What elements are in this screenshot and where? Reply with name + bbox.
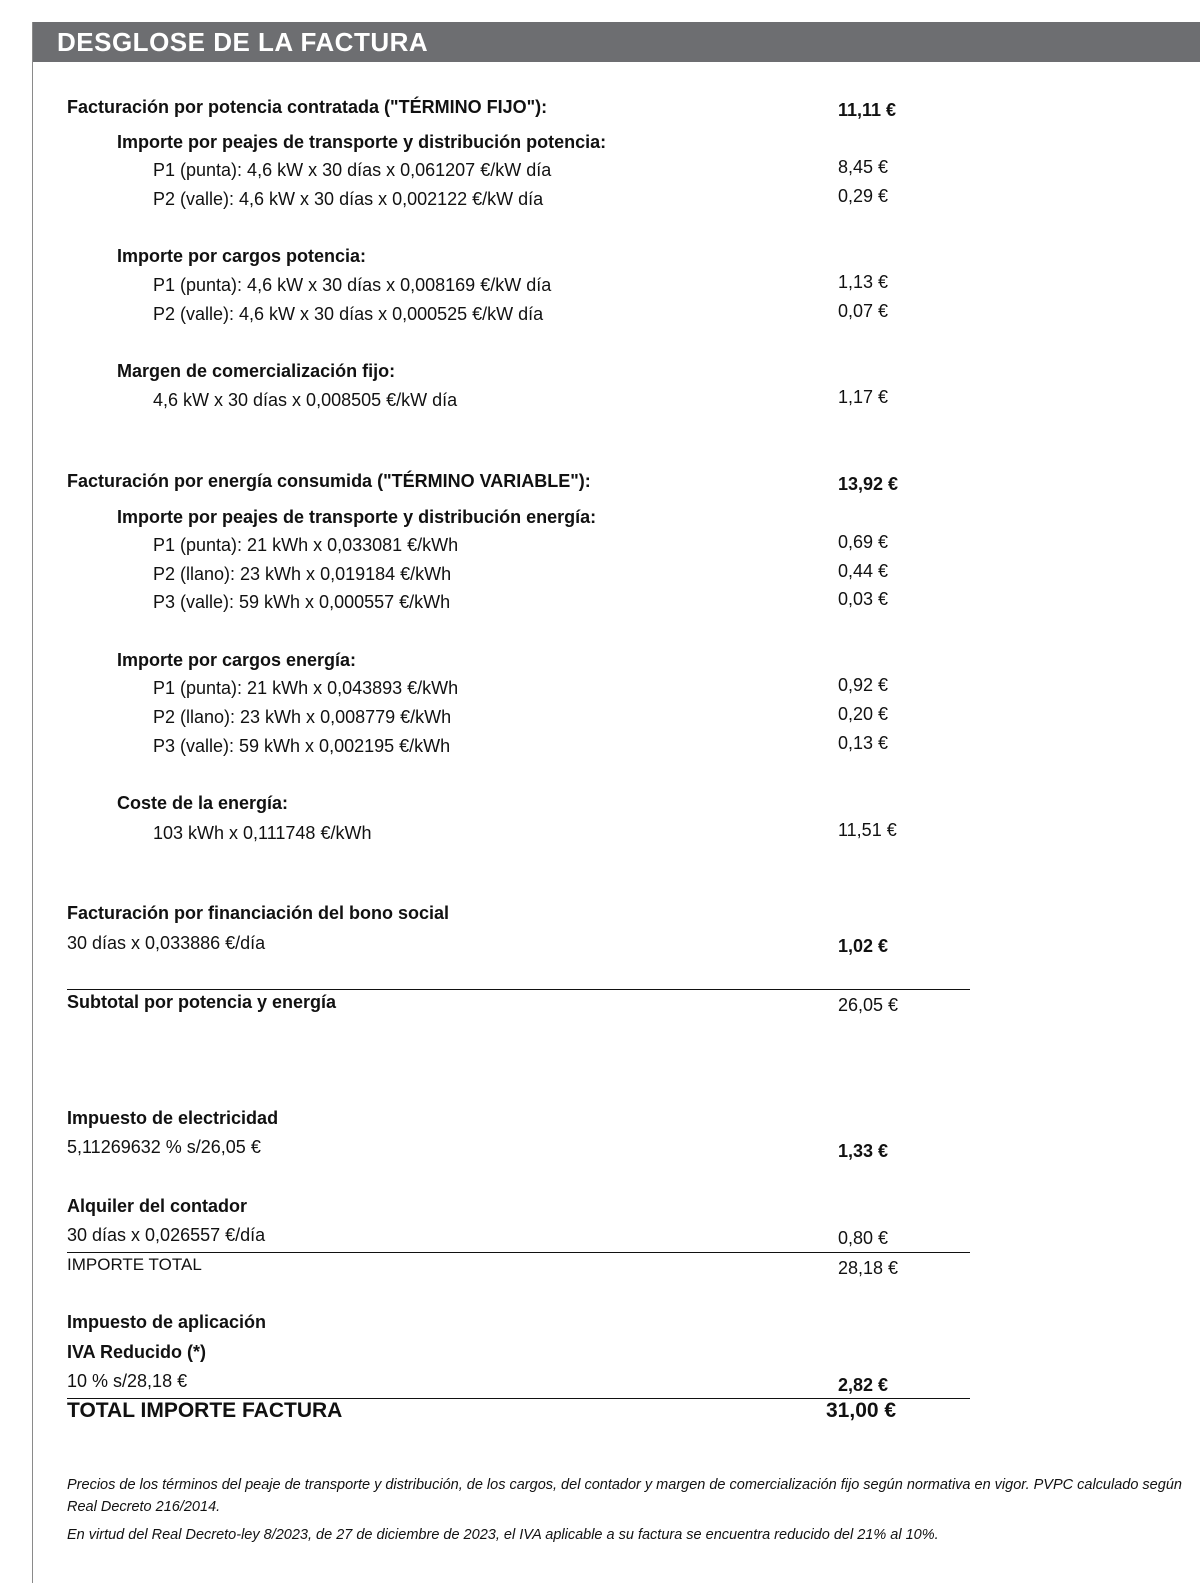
energia-peajes-p1-amount: 0,69 € [838,532,889,552]
potencia-margen-amount: 1,17 € [838,387,889,407]
bono-amount: 1,02 € [838,936,889,956]
divider [67,1252,970,1253]
potencia-peajes-p2-label: P2 (valle): 4,6 kW x 30 días x 0,002122 €/kW día [153,189,544,209]
bono-title: Facturación por financiación del bono social [67,903,450,923]
energia-coste-title: Coste de la energía: [117,793,289,813]
energia-peajes-title: Importe por peajes de transporte y distribución energía: [117,507,597,527]
potencia-margen-title: Margen de comercialización fijo: [117,361,396,381]
energia-peajes-p3-label: P3 (valle): 59 kWh x 0,000557 €/kWh [153,592,451,612]
iva-label: 10 % s/28,18 € [67,1371,188,1391]
iva-amount: 2,82 € [838,1375,889,1395]
energia-total: 13,92 € [838,474,899,494]
potencia-peajes-p1-label: P1 (punta): 4,6 kW x 30 días x 0,061207 €/kW día [153,160,552,180]
energia-peajes-p3-amount: 0,03 € [838,589,889,609]
potencia-cargos-p2-amount: 0,07 € [838,301,889,321]
energia-coste-label: 103 kWh x 0,111748 €/kWh [153,823,372,843]
subtotal-label: Subtotal por potencia y energía [67,992,337,1012]
impuesto-electricidad-title: Impuesto de electricidad [67,1108,279,1128]
impuesto-aplicacion-title: Impuesto de aplicación [67,1312,267,1332]
footnote-line-2: Real Decreto 216/2014. [67,1499,221,1515]
energia-cargos-p3-label: P3 (valle): 59 kWh x 0,002195 €/kWh [153,736,451,756]
alquiler-title: Alquiler del contador [67,1196,248,1216]
energia-cargos-title: Importe por cargos energía: [117,650,357,670]
subtotal-amount: 26,05 € [838,995,899,1015]
section-title: DESGLOSE DE LA FACTURA [57,27,429,57]
alquiler-amount: 0,80 € [838,1228,889,1248]
potencia-cargos-title: Importe por cargos potencia: [117,246,367,266]
bono-label: 30 días x 0,033886 €/día [67,933,266,953]
divider [67,989,970,990]
section-header [33,22,1200,62]
energia-title: Facturación por energía consumida ("TÉRMINO VARIABLE"): [67,471,591,491]
energia-cargos-p1-label: P1 (punta): 21 kWh x 0,043893 €/kWh [153,678,459,698]
impuesto-electricidad-label: 5,11269632 % s/26,05 € [67,1137,261,1157]
energia-peajes-p1-label: P1 (punta): 21 kWh x 0,033081 €/kWh [153,535,459,555]
importe-total-amount: 28,18 € [838,1258,899,1278]
footnote-line-1: Precios de los términos del peaje de transporte y distribución, de los cargos, del contador y margen de comercialización fijo según normativa en vigor. PVPC calculado según [67,1477,1182,1493]
potencia-peajes-p1-amount: 8,45 € [838,157,889,177]
potencia-title: Facturación por potencia contratada ("TÉRMINO FIJO"): [67,97,548,117]
energia-cargos-p2-amount: 0,20 € [838,704,889,724]
footnote-line-3: En virtud del Real Decreto-ley 8/2023, de 27 de diciembre de 2023, el IVA aplicable a su factura se encuentra reducido del 21% al 10%. [67,1527,939,1543]
energia-cargos-p3-amount: 0,13 € [838,733,889,753]
potencia-peajes-p2-amount: 0,29 € [838,186,889,206]
potencia-cargos-p1-label: P1 (punta): 4,6 kW x 30 días x 0,008169 €/kW día [153,275,552,295]
total-factura-amount: 31,00 € [826,1399,897,1422]
energia-peajes-p2-label: P2 (llano): 23 kWh x 0,019184 €/kWh [153,564,452,584]
energia-coste-amount: 11,51 € [838,820,897,840]
alquiler-label: 30 días x 0,026557 €/día [67,1225,266,1245]
potencia-cargos-p2-label: P2 (valle): 4,6 kW x 30 días x 0,000525 €/kW día [153,304,544,324]
potencia-peajes-title: Importe por peajes de transporte y distribución potencia: [117,132,607,152]
potencia-total: 11,11 € [838,100,897,120]
importe-total-label: IMPORTE TOTAL [67,1255,202,1274]
total-factura-label: TOTAL IMPORTE FACTURA [67,1399,343,1422]
energia-cargos-p1-amount: 0,92 € [838,675,889,695]
iva-reducido-label: IVA Reducido (*) [67,1342,206,1362]
energia-peajes-p2-amount: 0,44 € [838,561,889,581]
energia-cargos-p2-label: P2 (llano): 23 kWh x 0,008779 €/kWh [153,707,452,727]
impuesto-electricidad-amount: 1,33 € [838,1141,889,1161]
potencia-cargos-p1-amount: 1,13 € [838,272,889,292]
potencia-margen-label: 4,6 kW x 30 días x 0,008505 €/kW día [153,390,458,410]
